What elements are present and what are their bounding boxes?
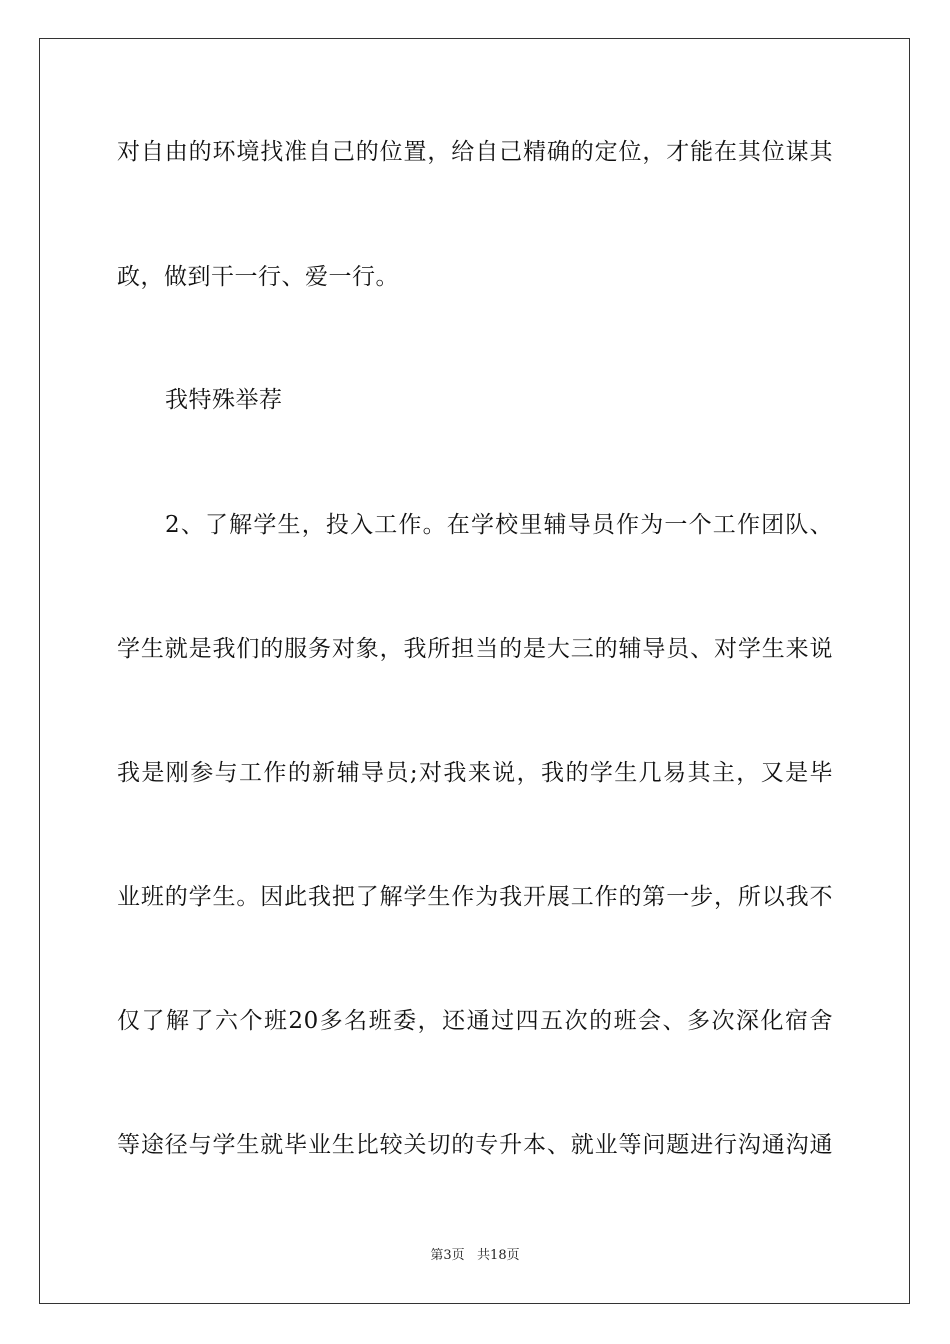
body-text-line-1: 对自由的环境找准自己的位置，给自己精确的定位，才能在其位谋其 xyxy=(117,139,833,165)
page-border xyxy=(39,38,910,1304)
body-text-line-6: 业班的学生。因此我把了解学生作为我开展工作的第一步，所以我不 xyxy=(117,884,833,910)
body-text-line-5: 我是刚参与工作的新辅导员;对我来说，我的学生几易其主，又是毕 xyxy=(117,760,833,786)
body-text-line-7: 仅了解了六个班20多名班委，还通过四五次的班会、多次深化宿舍 xyxy=(117,1008,833,1034)
body-text-line-8: 等途径与学生就毕业生比较关切的专升本、就业等问题进行沟通沟通 xyxy=(117,1132,833,1158)
body-text-line-4: 学生就是我们的服务对象，我所担当的是大三的辅导员、对学生来说 xyxy=(117,636,833,662)
section-heading: 我特殊举荐 xyxy=(165,387,283,413)
page-number-footer: 第3页 共18页 xyxy=(430,1248,520,1263)
body-text-line-2: 政，做到干一行、爱一行。 xyxy=(117,264,399,290)
body-text-line-3: 2、了解学生，投入工作。在学校里辅导员作为一个工作团队、 xyxy=(165,512,833,538)
